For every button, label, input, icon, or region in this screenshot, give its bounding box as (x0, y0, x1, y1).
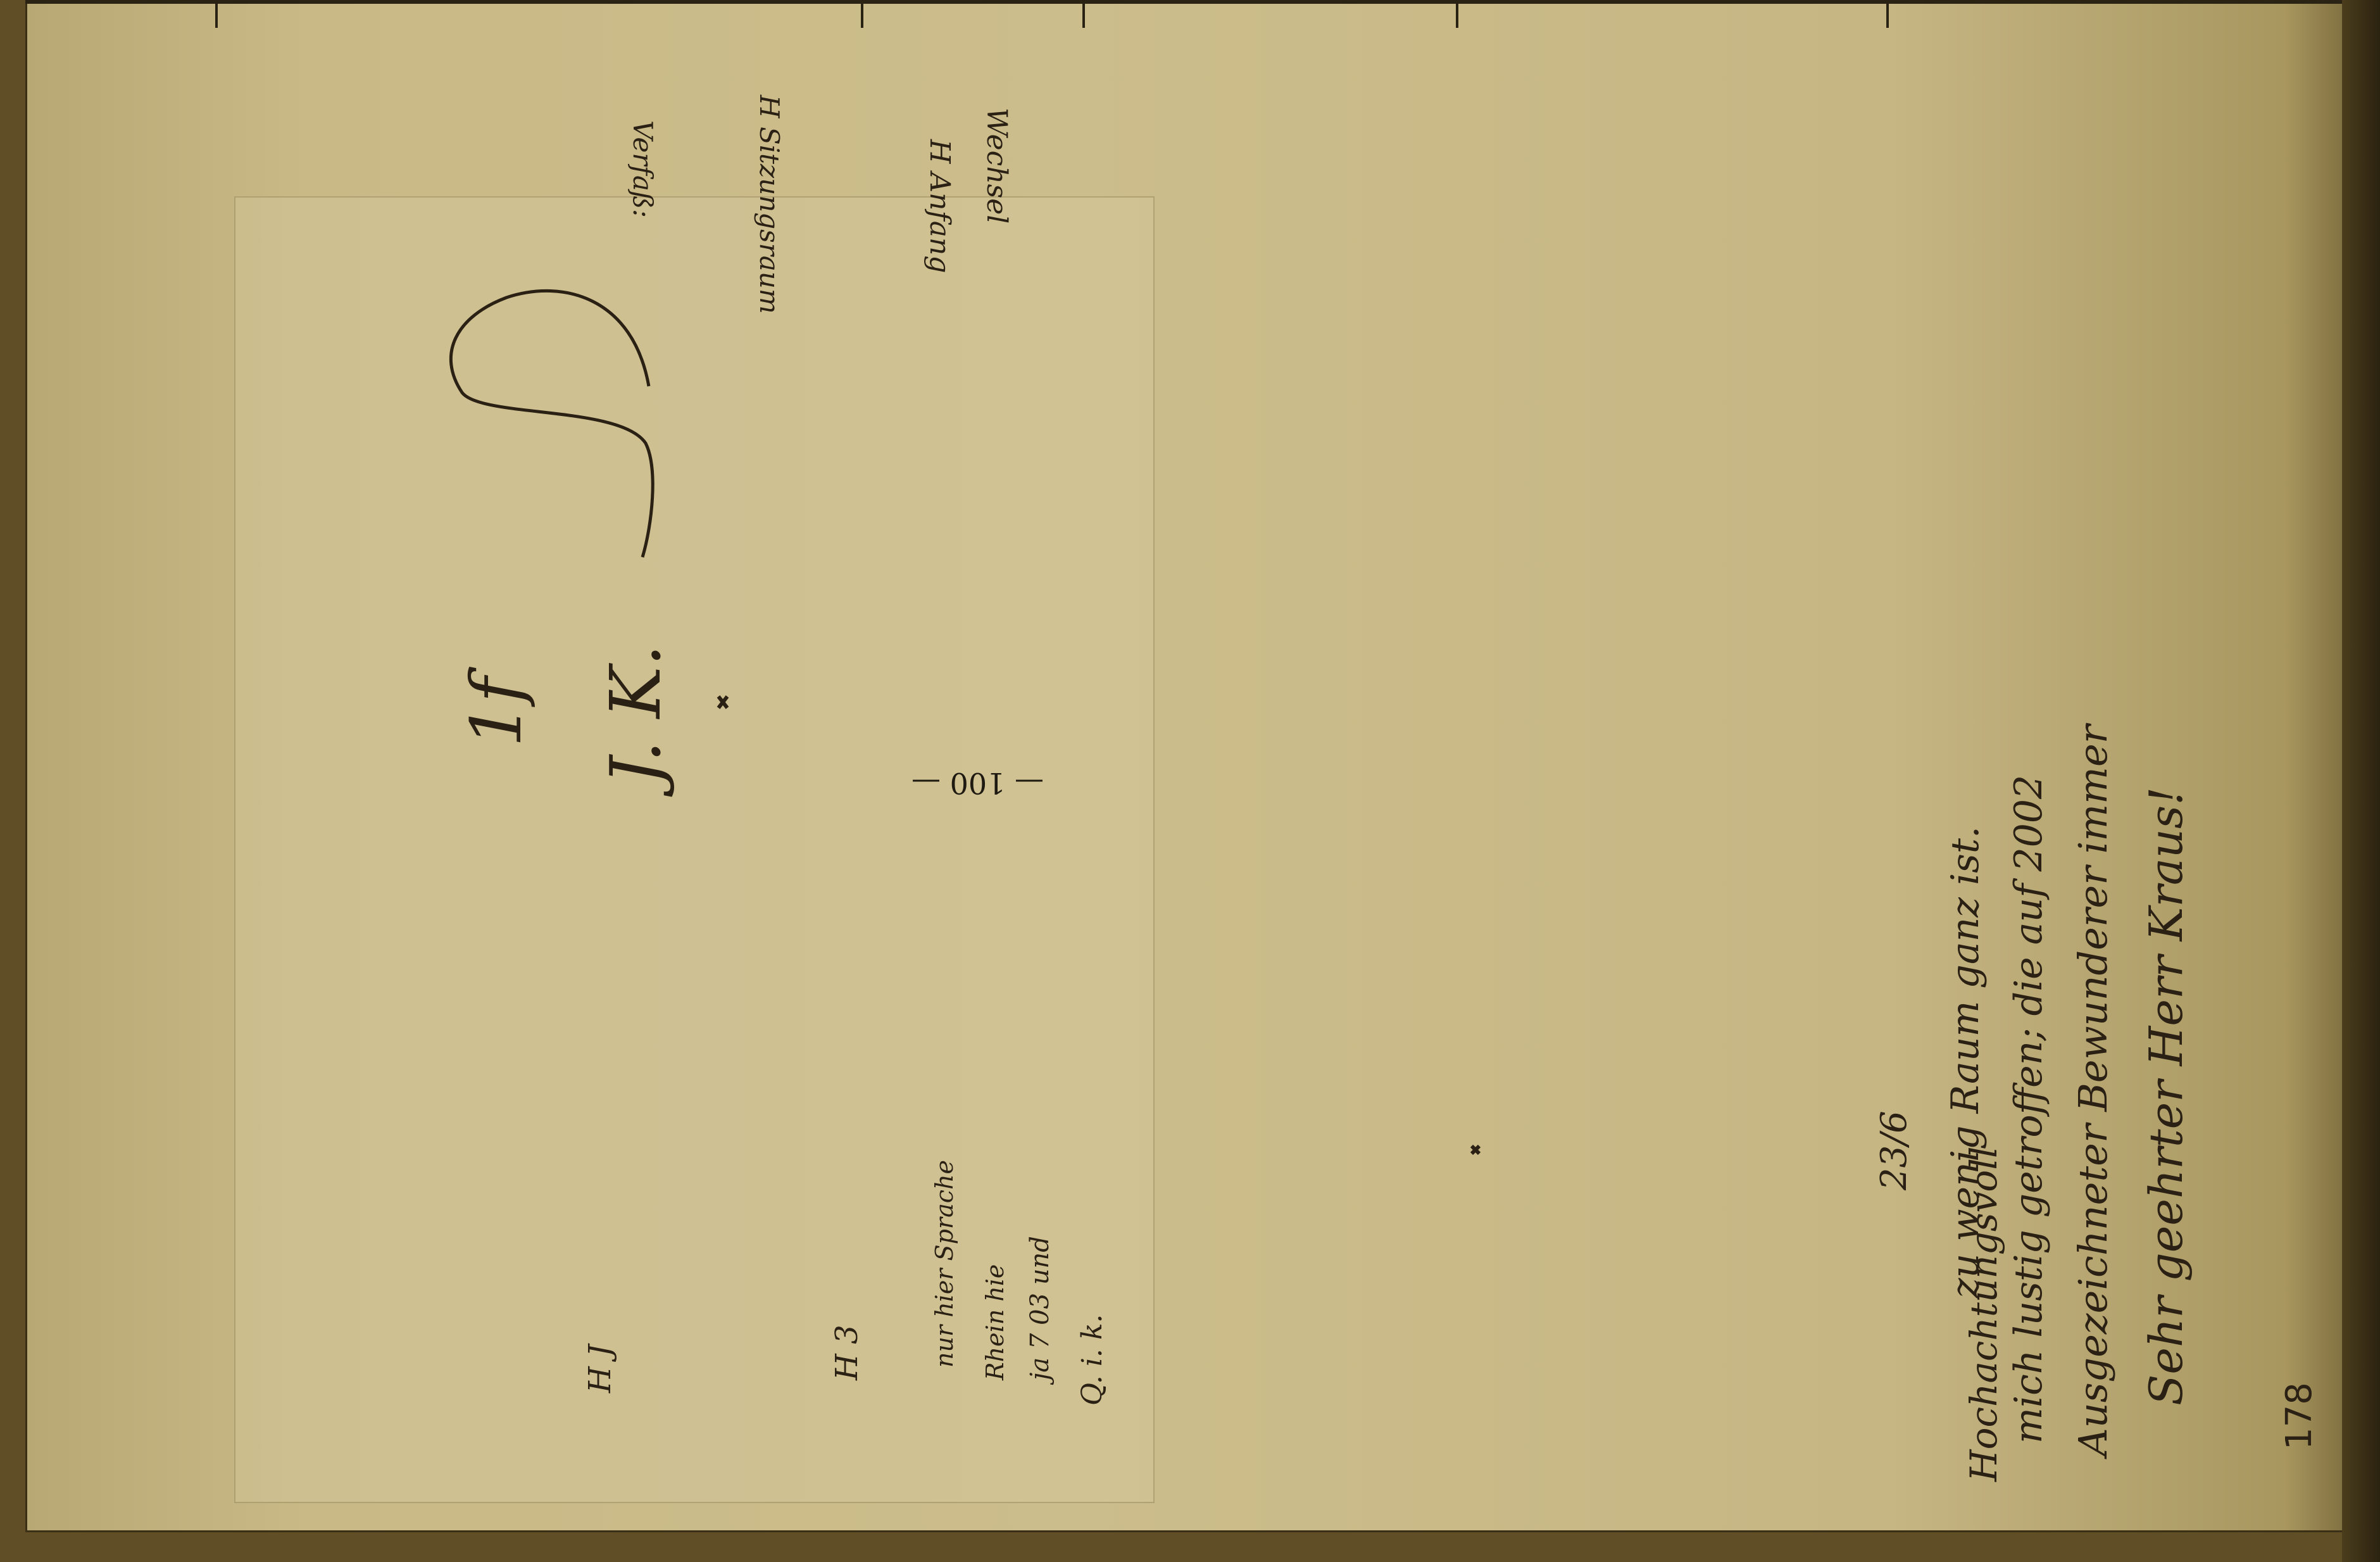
handwritten-letter-line: mich lustig getroffen; die auf 2002 (2007, 774, 2051, 1444)
margin-note-top: ja 7 03 und (1025, 1236, 1055, 1380)
ledger-page (25, 0, 2355, 1532)
margin-note-left: Wechsel (980, 108, 1013, 224)
book-spine (2342, 0, 2380, 1562)
margin-note-top: Q. i. k. (1076, 1314, 1108, 1406)
margin-note-left: H Sitzungsraum (754, 95, 785, 314)
pen-stroke-icon (25, 0, 2355, 1532)
handwritten-signature: Hochachtungsvoll (1962, 1146, 2005, 1482)
handwritten-mark: 1f (456, 677, 537, 747)
edit-mark: H 3 (829, 1325, 865, 1380)
margin-note-left: Verfaß: (627, 120, 658, 218)
folio-number: 178 (2279, 1382, 2320, 1450)
margin-note-top: Rhein hie (981, 1264, 1009, 1380)
handwritten-mark: J. K. (595, 644, 676, 785)
edit-mark: H J (582, 1344, 618, 1393)
margin-note-left: H Anfang (924, 139, 956, 274)
margin-note-top: nur hier Sprache (930, 1160, 958, 1368)
handwritten-letter-line: Sehr geehrter Herr Kraus! (2139, 786, 2193, 1406)
handwritten-letter-line: zu wenig Raum ganz ist. (1943, 826, 1988, 1298)
handwritten-letter-line: Ausgezeichneter Bewunderer immer (2070, 724, 2116, 1456)
handwritten-date: 23/6 (1874, 1111, 1915, 1190)
page-number: — 100 — (911, 766, 1044, 800)
